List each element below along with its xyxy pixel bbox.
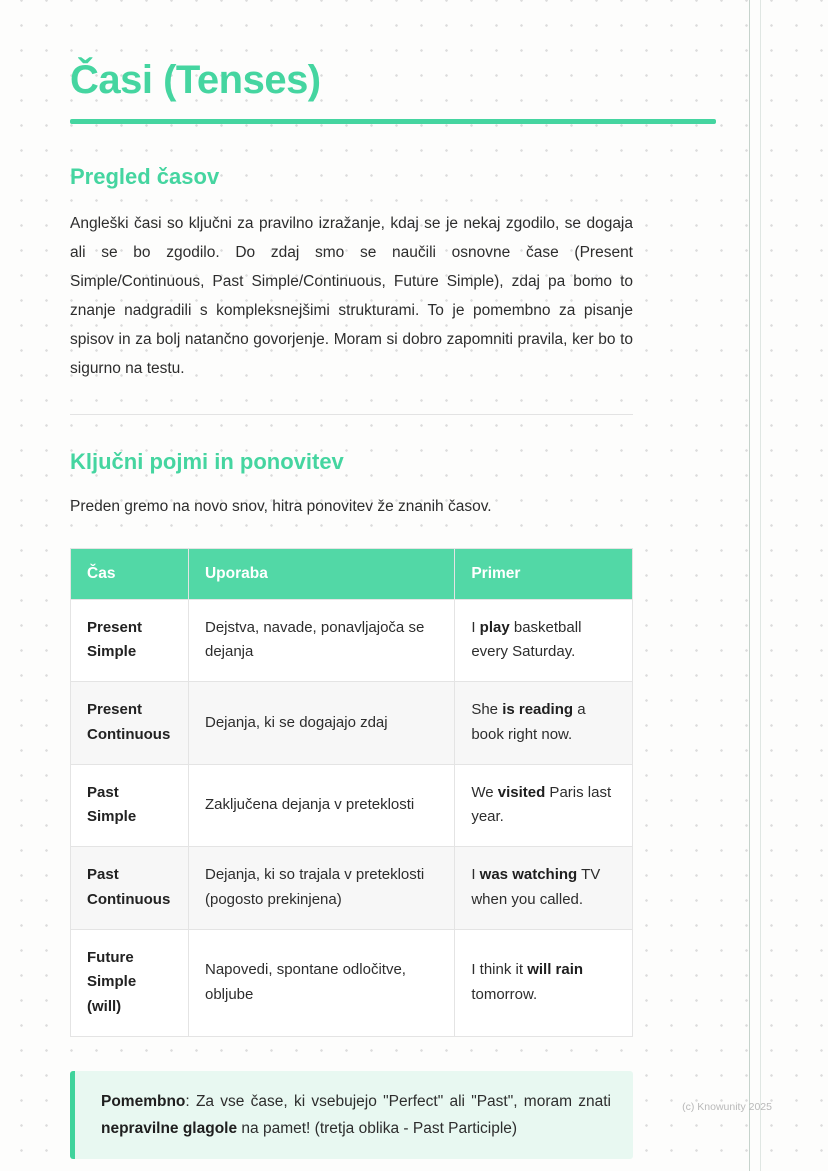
table-row (71, 929, 633, 1036)
example-cell: We visited Paris last year. (455, 764, 633, 847)
table-header-cell: Primer (455, 548, 633, 599)
table-row (71, 682, 633, 765)
section-heading-key-concepts: Ključni pojmi in ponovitev (70, 448, 344, 474)
tense-cell: Present Simple (71, 599, 189, 682)
table-head-row (71, 548, 633, 599)
page-edge-line (760, 0, 761, 1171)
section-divider (70, 414, 633, 415)
table-header-cell: Uporaba (188, 548, 454, 599)
usage-cell: Napovedi, spontane odločitve, obljube (188, 929, 454, 1036)
table-row (71, 847, 633, 930)
example-cell: I was watching TV when you called. (455, 847, 633, 930)
usage-cell: Dejanja, ki se dogajajo zdaj (188, 682, 454, 765)
table-head (71, 548, 633, 599)
tense-cell: Past Continuous (71, 847, 189, 930)
usage-cell: Dejanja, ki so trajala v preteklosti (pogosto prekinjena) (188, 847, 454, 930)
tenses-table (70, 548, 633, 1037)
usage-cell: Zaključena dejanja v preteklosti (188, 764, 454, 847)
table-header-cell: Čas (71, 548, 189, 599)
document-content (70, 164, 633, 1159)
example-cell: I play basketball every Saturday. (455, 599, 633, 682)
callout-text: Pomembno: Za vse čase, ki vsebujejo "Perfect" ali "Past", moram znati nepravilne glagole na pamet! (tretja oblika - Past Participle) (101, 1092, 611, 1138)
example-cell: I think it will rain tomorrow. (455, 929, 633, 1036)
overview-paragraph: Angleški časi so ključni za pravilno izražanje, kdaj se je nekaj zgodilo, se dogaja ali se bo zgodilo. Do zdaj smo se naučili osnovne čase (Present Simple/Continuous, Past Simple/Continuous, Future Simple), zdaj pa bomo to znanje nadgradili s kompleksnejšimi strukturami. To je pomembno za pisanje spisov in za bolj natančno govorjenje. Moram si dobro zapomniti pravila, ker bo to sigurno na testu. (70, 215, 633, 377)
tense-cell: Future Simple (will) (71, 929, 189, 1036)
tense-cell: Present Continuous (71, 682, 189, 765)
key-concepts-intro: Preden gremo na novo snov, hitra ponovitev že znanih časov. (70, 497, 492, 515)
table-body (71, 599, 633, 1036)
important-callout (70, 1071, 633, 1159)
page-title: Časi (Tenses) (70, 58, 321, 102)
table-row (71, 599, 633, 682)
section-heading-overview: Pregled časov (70, 164, 220, 189)
notebook-margin-line (749, 0, 750, 1171)
title-underline-rule (70, 119, 716, 124)
tense-cell: Past Simple (71, 764, 189, 847)
usage-cell: Dejstva, navade, ponavljajoča se dejanja (188, 599, 454, 682)
example-cell: She is reading a book right now. (455, 682, 633, 765)
copyright-footer: (c) Knowunity 2025 (682, 1101, 772, 1113)
table-row (71, 764, 633, 847)
